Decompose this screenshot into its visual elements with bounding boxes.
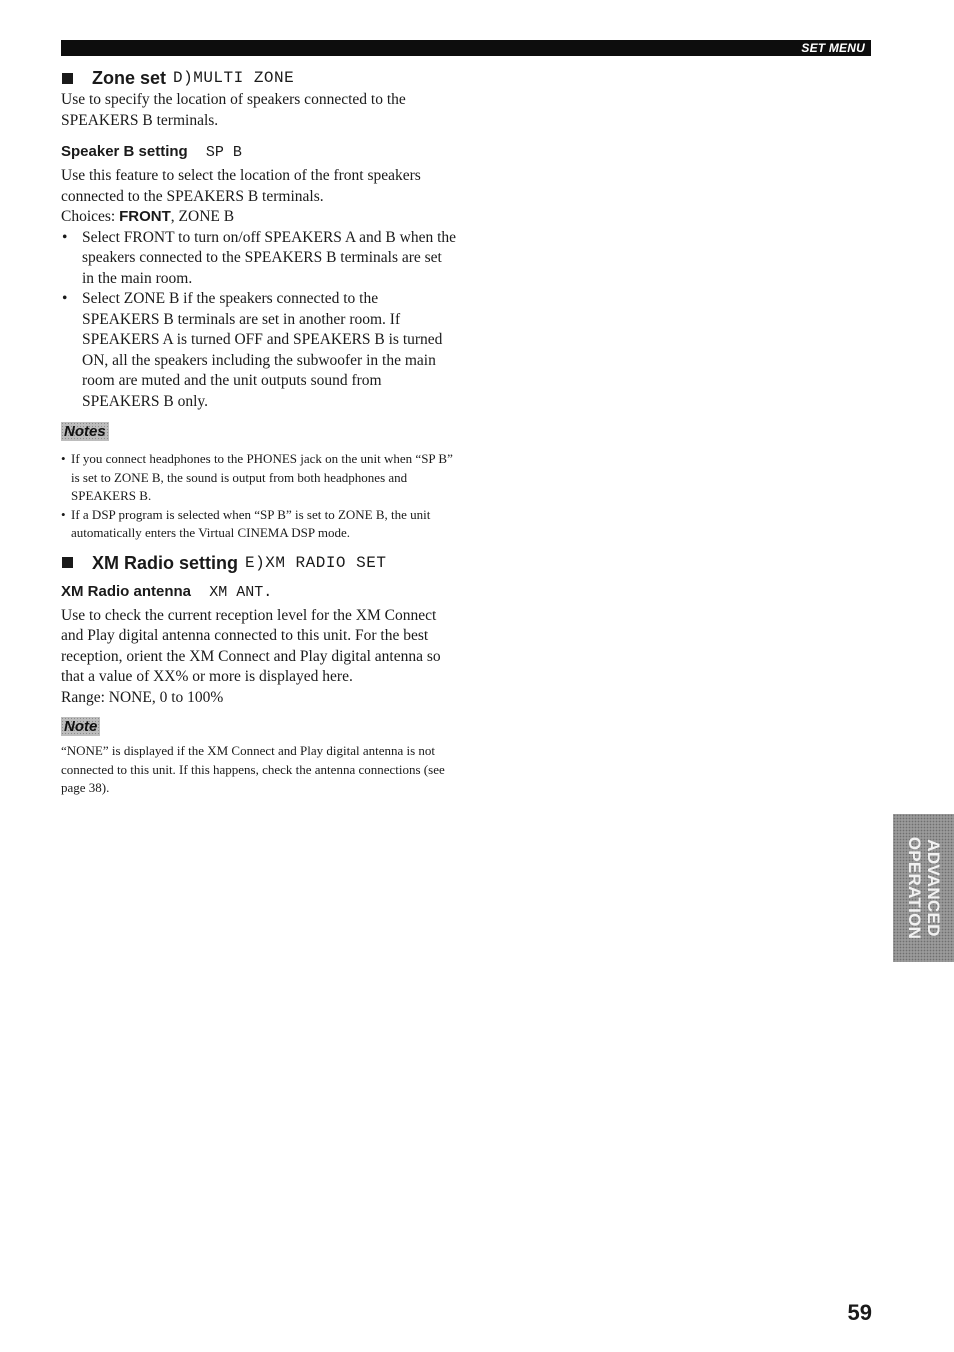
- notes-label-wrap: [61, 422, 456, 441]
- choices-label: Choices:: [61, 208, 116, 225]
- xm-note-text: “NONE” is displayed if the XM Connect and Play digital antenna is not connected to this unit. If this happens, check the antenna connections (see page 38).: [61, 743, 445, 795]
- choice-other: ZONE B: [178, 208, 235, 225]
- zone-set-intro: Use to specify the location of speakers connected to the SPEAKERS B terminals.: [61, 91, 406, 129]
- notes-label: Notes: [61, 422, 109, 441]
- list-item: • Select FRONT to turn on/off SPEAKERS A and B when the speakers connected to the SPEAKERS B terminals are set in the main room.: [61, 228, 456, 290]
- zone-set-display-code: D)MULTI ZONE: [173, 69, 295, 87]
- xm-antenna-display-code: XM ANT.: [209, 583, 273, 601]
- xm-antenna-title: XM Radio antenna: [61, 582, 192, 600]
- advanced-operation-tab: [893, 814, 954, 962]
- xm-antenna-description: Use to check the current reception level for the XM Connect and Play digital antenna connected to this unit. For the best reception, orient the XM Connect and Play digital antenna so that a value of XX% or more is displayed here.: [61, 606, 441, 685]
- page-number: 59: [847, 1300, 872, 1325]
- xm-radio-heading: [61, 551, 456, 575]
- notes-list: [61, 450, 456, 543]
- xm-radio-title: XM Radio setting: [92, 552, 239, 573]
- side-tab-line2: OPERATION: [904, 836, 924, 940]
- note-item: • If a DSP program is selected when “SP B” is set to ZONE B, the unit automatically enters the Virtual CINEMA DSP mode.: [61, 506, 456, 543]
- speaker-b-title: Speaker B setting: [61, 143, 188, 160]
- choice-default: FRONT: [119, 208, 171, 225]
- speaker-b-heading: [61, 141, 456, 164]
- speaker-b-choices: Choices: FRONT, ZONE B: [61, 208, 235, 225]
- xm-radio-display-code: E)XM RADIO SET: [245, 553, 387, 572]
- list-item: • Select ZONE B if the speakers connected to the SPEAKERS B terminals are set in another room. If SPEAKERS A is turned OFF and SPEAKERS B is turned ON, all the speakers including the subwoofer in the main room are muted and the unit outputs sound from SPEAKERS B only.: [61, 289, 456, 412]
- xm-antenna-range: Range: NONE, 0 to 100%: [61, 688, 224, 706]
- header-bar: [61, 40, 871, 56]
- note-label-wrap: [61, 717, 456, 736]
- zone-set-title: Zone set: [92, 68, 167, 88]
- speaker-b-display-code: SP B: [205, 144, 242, 161]
- square-bullet-icon: [62, 73, 73, 84]
- speaker-b-bullet-list: [61, 228, 456, 413]
- header-section-label: SET MENU: [801, 41, 865, 55]
- main-column: [61, 66, 456, 798]
- xm-antenna-heading: [61, 581, 456, 604]
- speaker-b-description: Use this feature to select the location of the front speakers connected to the SPEAKERS B terminals.: [61, 167, 421, 205]
- zone-set-heading: [61, 66, 456, 90]
- note-label: Note: [61, 717, 100, 736]
- note-item: • If you connect headphones to the PHONES jack on the unit when “SP B” is set to ZONE B, the sound is output from both headphones and SPEAKERS B.: [61, 450, 456, 506]
- side-tab-line1: ADVANCED: [923, 839, 943, 937]
- side-tab-text: [905, 814, 943, 962]
- square-bullet-icon: [62, 557, 73, 568]
